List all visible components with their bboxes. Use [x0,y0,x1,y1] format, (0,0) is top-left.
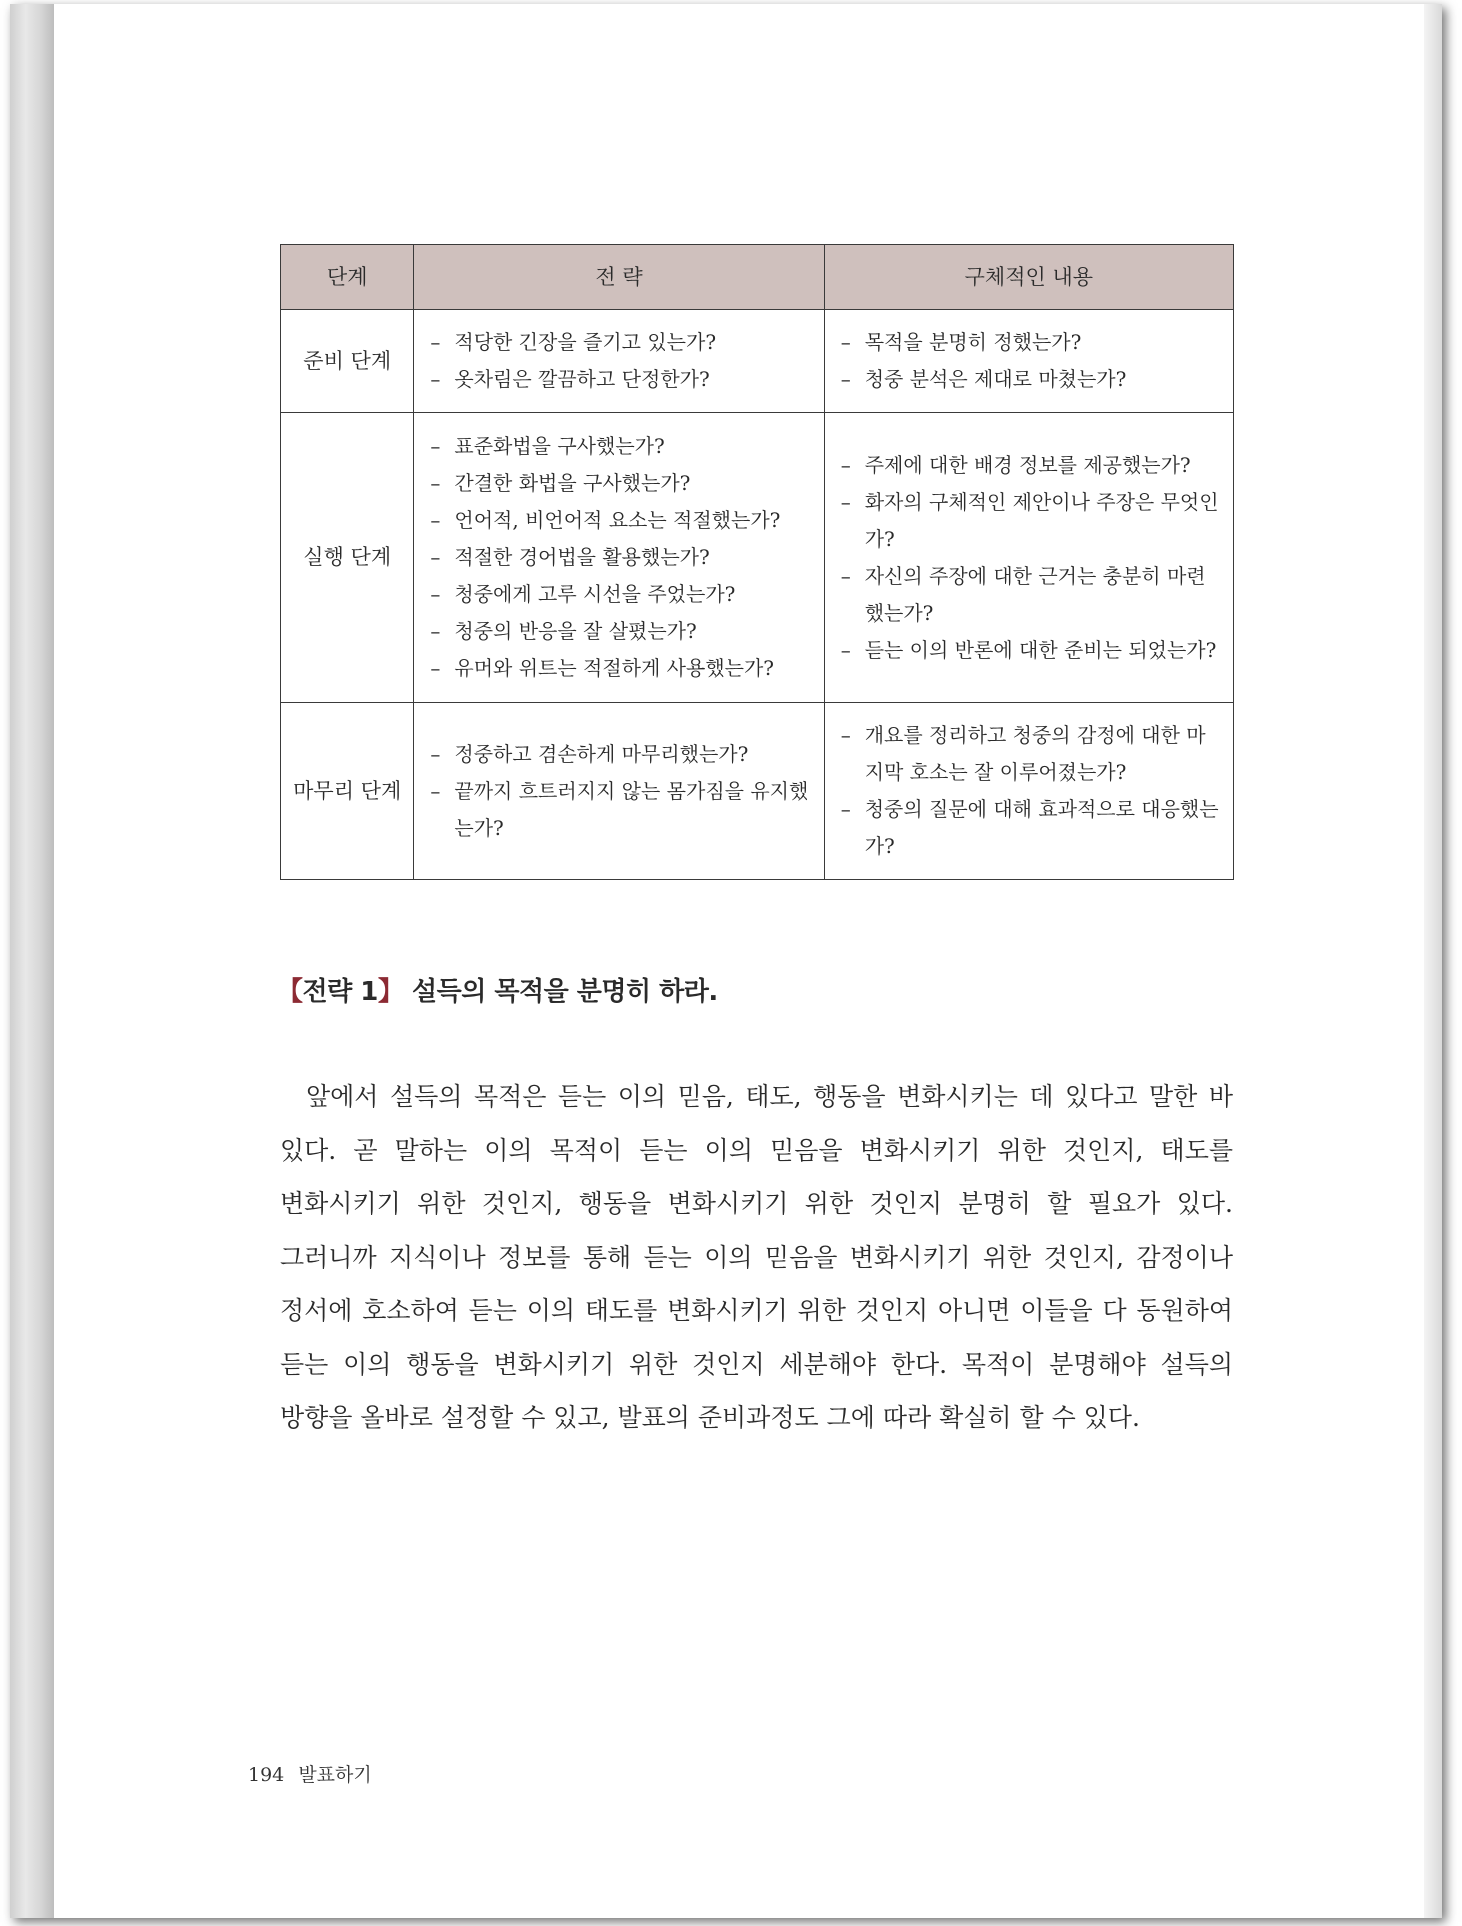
heading-title: 설득의 목적을 분명히 하라. [411,977,718,1007]
list-item: – 주제에 대한 배경 정보를 제공했는가? [841,447,1223,484]
detail-cell [824,310,1233,413]
stage-cell: 준비 단계 [281,310,414,413]
list-item: – 자신의 주장에 대한 근거는 충분히 마련했는가? [841,558,1223,632]
table-row-execution [281,413,1234,703]
strategy-list [430,736,813,847]
section-heading [277,971,718,1008]
page-right-edge [1424,4,1442,1918]
heading-bracket-open: 【 [277,977,303,1007]
header-detail: 구체적인 내용 [824,245,1233,310]
page-number: 194 [248,1764,285,1786]
strategy-cell [414,703,824,880]
header-strategy: 전 략 [414,245,824,310]
stage-cell: 실행 단계 [281,413,414,703]
stage-cell: 마무리 단계 [281,703,414,880]
detail-list [841,447,1223,669]
list-item: – 개요를 정리하고 청중의 감정에 대한 마지막 호소는 잘 이루어졌는가? [841,717,1223,791]
presentation-checklist-table [280,244,1234,880]
list-item: – 청중의 반응을 잘 살폈는가? [430,613,813,650]
strategy-list [430,428,813,687]
list-item: – 표준화법을 구사했는가? [430,428,813,465]
list-item: – 적절한 경어법을 활용했는가? [430,539,813,576]
list-item: – 목적을 분명히 정했는가? [841,324,1223,361]
list-item: – 유머와 위트는 적절하게 사용했는가? [430,650,813,687]
strategy-cell [414,310,824,413]
list-item: – 옷차림은 깔끔하고 단정한가? [430,361,813,398]
detail-cell [824,413,1233,703]
strategy-list [430,324,813,398]
list-item: – 적당한 긴장을 즐기고 있는가? [430,324,813,361]
strategy-cell [414,413,824,703]
list-item: – 청중에게 고루 시선을 주었는가? [430,576,813,613]
table-row-preparation [281,310,1234,413]
table-header-row [281,245,1234,310]
heading-bracket-close: 】 [377,977,404,1007]
list-item: – 화자의 구체적인 제안이나 주장은 무엇인가? [841,484,1223,558]
list-item: – 청중 분석은 제대로 마쳤는가? [841,361,1223,398]
detail-list [841,324,1223,398]
list-item: – 듣는 이의 반론에 대한 준비는 되었는가? [841,632,1223,669]
detail-cell [824,703,1233,880]
list-item: – 언어적, 비언어적 요소는 적절했는가? [430,502,813,539]
list-item: – 끝까지 흐트러지지 않는 몸가짐을 유지했는가? [430,773,813,847]
table-row-closing [281,703,1234,880]
book-title: 발표하기 [298,1764,372,1786]
header-stage: 단계 [281,245,414,310]
page-footer [248,1760,372,1787]
heading-label: 전략 1 [302,977,378,1007]
list-item: – 간결한 화법을 구사했는가? [430,465,813,502]
detail-list [841,717,1223,865]
list-item: – 정중하고 겸손하게 마무리했는가? [430,736,813,773]
page-stack-edge [10,4,54,1918]
body-paragraph: 앞에서 설득의 목적은 듣는 이의 믿음, 태도, 행동을 변화시키는 데 있다고 말한 바 있다. 곧 말하는 이의 목적이 듣는 이의 믿음을 변화시키기 위한 것인지, 태도를 변화시키기 위한 것인지, 행동을 변화시키기 위한 것인지 분명히 할 필요가 있다. 그러니까 지식이나 정보를 통해 듣는 이의 믿음을 변화시키기 위한 것인지, 감정이나 정서에 호소하여 듣는 이의 태도를 변화시키기 위한 것인지 아니면 이들을 다 동원하여 듣는 이의 행동을 변화시키기 위한 것인지 세분해야 한다. 목적이 분명해야 설득의 방향을 올바로 설정할 수 있고, 발표의 준비과정도 그에 따라 확실히 할 수 있다. [280,1082,1233,1432]
list-item: – 청중의 질문에 대해 효과적으로 대응했는가? [841,791,1223,865]
